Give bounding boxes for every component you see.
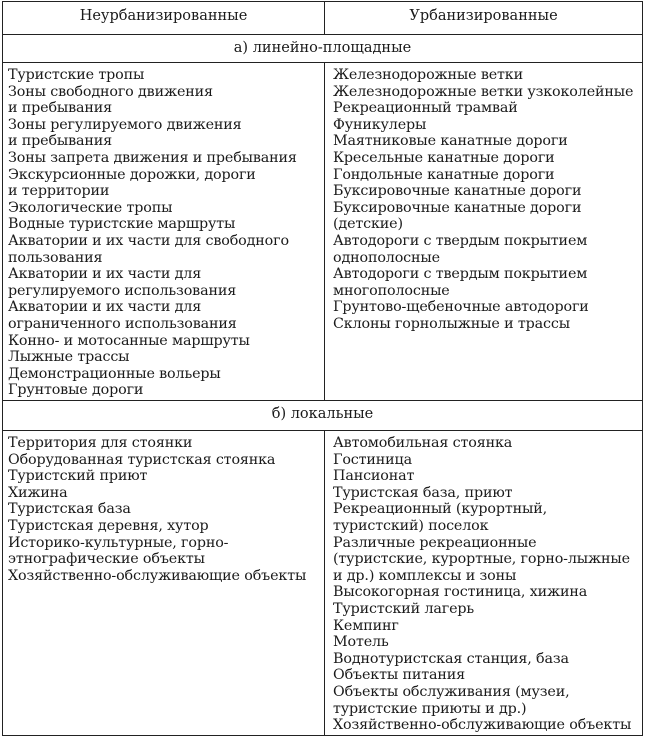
list-item: Фуникулеры [333, 116, 427, 133]
list-item: этнографические объекты [8, 551, 205, 568]
header-left: Неурбанизированные [79, 8, 248, 24]
header-right: Урбанизированные [409, 8, 558, 24]
list-item: Экологические тропы [8, 199, 173, 216]
section-a-divider [324, 63, 325, 400]
list-item: Склоны горнолыжные и трассы [333, 315, 570, 332]
list-item: Хижина [8, 484, 68, 501]
list-item: Буксировочные канатные дороги [333, 183, 582, 200]
header-rule [3, 34, 642, 35]
list-item: Железнодорожные ветки [333, 67, 523, 83]
list-item: и пребывания [8, 133, 113, 150]
list-item: Водные туристские маршруты [8, 216, 236, 233]
list-item: Конно- и мотосанные маршруты [8, 332, 250, 349]
list-item: Историко-культурные, горно- [8, 534, 229, 551]
list-item: и др.) комплексы и зоны [333, 567, 517, 584]
list-item: многополосные [333, 282, 450, 299]
list-item: Буксировочные канатные дороги [333, 199, 582, 216]
list-item: Туристская база, приют [333, 484, 513, 501]
list-item: Объекты питания [333, 667, 465, 684]
list-item: Воднотуристская станция, база [333, 650, 569, 667]
list-item: Туристский приют [8, 468, 148, 485]
section-a-right-list [333, 67, 633, 333]
header-divider [324, 2, 325, 35]
list-item: Кемпинг [333, 617, 399, 634]
list-item: Гондольные канатные дороги [333, 166, 555, 183]
section-title-local: б) локальные [271, 406, 374, 422]
list-item: Рекреационный трамвай [333, 100, 518, 117]
list-item: Территория для стоянки [8, 435, 193, 451]
list-item: Туристские тропы [8, 67, 145, 83]
list-item: (детские) [333, 216, 403, 233]
list-item: Различные рекреационные [333, 534, 537, 551]
section-title-linear: а) линейно-площадные [233, 40, 412, 56]
list-item: Оборудованная туристская стоянка [8, 451, 276, 468]
list-item: туристский) поселок [333, 517, 489, 534]
list-item: Туристская база [8, 501, 131, 518]
section-a-bottom-rule [3, 400, 642, 401]
list-item: и пребывания [8, 100, 113, 117]
list-item: Акватории и их части для свободного [8, 232, 289, 249]
list-item: Гостиница [333, 451, 412, 468]
list-item: Рекреационный (курортный, [333, 501, 547, 518]
section-a-rule [3, 62, 642, 63]
list-item: Демонстрационные вольеры [8, 365, 221, 382]
section-a-left-list [8, 67, 297, 399]
section-b-left-list [8, 435, 306, 584]
list-item: Экскурсионные дорожки, дороги [8, 166, 256, 183]
list-item: Автодороги с твердым покрытием [333, 266, 588, 283]
list-item: Хозяйственно-обслуживающие объекты [333, 717, 632, 734]
list-item: Маятниковые канатные дороги [333, 133, 568, 150]
list-item: Акватории и их части для [8, 299, 202, 316]
list-item: Грунтовые дороги [8, 382, 144, 399]
section-b-rule [3, 430, 642, 431]
list-item: Туристская деревня, хутор [8, 517, 209, 534]
list-item: Туристский лагерь [333, 600, 475, 617]
list-item: Пансионат [333, 468, 415, 485]
list-item: Автомобильная стоянка [333, 435, 513, 451]
list-item: Хозяйственно-обслуживающие объекты [8, 567, 307, 584]
list-item: пользования [8, 249, 103, 266]
list-item: Мотель [333, 634, 389, 651]
list-item: Автодороги с твердым покрытием [333, 232, 588, 249]
list-item: Объекты обслуживания (музеи, [333, 683, 570, 700]
list-item: однополосные [333, 249, 440, 266]
list-item: Кресельные канатные дороги [333, 149, 555, 166]
section-b-right-list [333, 435, 631, 734]
list-item: Железнодорожные ветки узкоколейные [333, 83, 634, 100]
list-item: и территории [8, 183, 110, 200]
list-item: регулируемого использования [8, 282, 237, 299]
list-item: Зоны запрета движения и пребывания [8, 149, 297, 166]
list-item: ограниченного использования [8, 315, 237, 332]
list-item: Лыжные трассы [8, 349, 130, 366]
list-item: Зоны свободного движения [8, 83, 213, 100]
list-item: Грунтово-щебеночные автодороги [333, 299, 589, 316]
classification-table [2, 1, 643, 736]
section-b-divider [324, 431, 325, 736]
list-item: Зоны регулируемого движения [8, 116, 242, 133]
list-item: Акватории и их части для [8, 266, 202, 283]
list-item: Высокогорная гостиница, хижина [333, 584, 588, 601]
list-item: (туристские, курортные, горно-лыжные [333, 551, 630, 568]
list-item: туристские приюты и др.) [333, 700, 527, 717]
